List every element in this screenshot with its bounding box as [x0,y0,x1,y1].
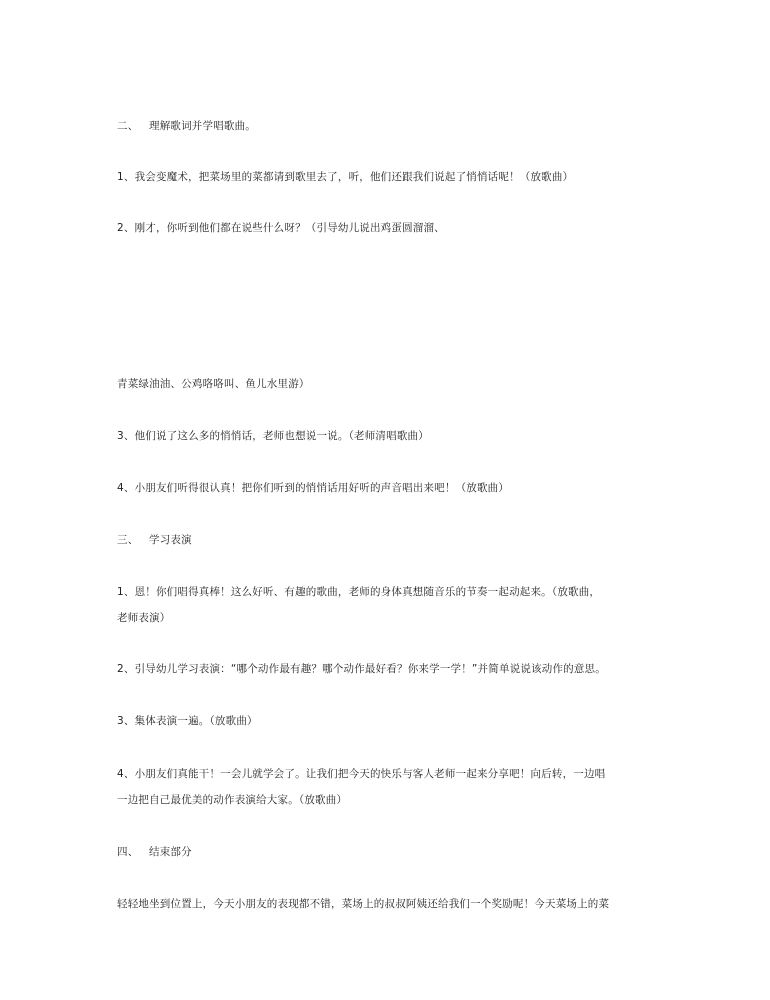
paragraph-2-4: 4、小朋友们听得很认真！把你们听到的悄悄话用好听的声音唱出来吧！（放歌曲） [117,482,510,494]
paragraph-2-2-continued: 青菜绿油油、公鸡咯咯叫、鱼儿水里游） [117,378,310,390]
section-title: 学习表演 [149,534,192,546]
paragraph-3-4-line-2: 一边把自己最优美的动作表演给大家。（放歌曲） [117,794,348,806]
section-number: 二、 [117,120,139,132]
section-number: 四、 [117,846,139,858]
section-title: 理解歌词并学唱歌曲。 [149,120,256,132]
section-heading-3 [117,533,192,547]
section-number: 三、 [117,534,139,546]
paragraph-3-3: 3、集体表演一遍。（放歌曲） [117,715,258,727]
paragraph-2-2: 2、刚才，你听到他们都在说些什么呀？（引导幼儿说出鸡蛋圆溜溜、 [117,222,445,234]
section-heading-4 [117,845,192,859]
paragraph-3-1-line-1: 1、恩！你们唱得真棒！这么好听、有趣的歌曲，老师的身体真想随音乐的节奏一起动起来。（放歌曲， [117,586,601,598]
paragraph-3-4-line-1: 4、小朋友们真能干！一会儿就学会了。让我们把今天的快乐与客人老师一起来分享吧！向后转，一边唱 [117,768,606,780]
section-title: 结束部分 [149,846,192,858]
paragraph-2-3: 3、他们说了这么多的悄悄话，老师也想说一说。（老师清唱歌曲） [117,430,429,442]
paragraph-3-2: 2、引导幼儿学习表演：“哪个动作最有趣？哪个动作最好看？你来学一学！”并简单说说该动作的意思。 [117,663,606,675]
section-heading-2 [117,119,256,133]
paragraph-2-1: 1、我会变魔术，把菜场里的菜都请到歌里去了，听，他们还跟我们说起了悄悄话呢！（放歌曲） [117,171,574,183]
paragraph-3-1-line-2: 老师表演） [117,612,171,624]
paragraph-4-1: 轻轻地坐到位置上，今天小朋友的表现都不错，菜场上的叔叔阿姨还给我们一个奖励呢！今天菜场上的菜 [117,898,610,910]
